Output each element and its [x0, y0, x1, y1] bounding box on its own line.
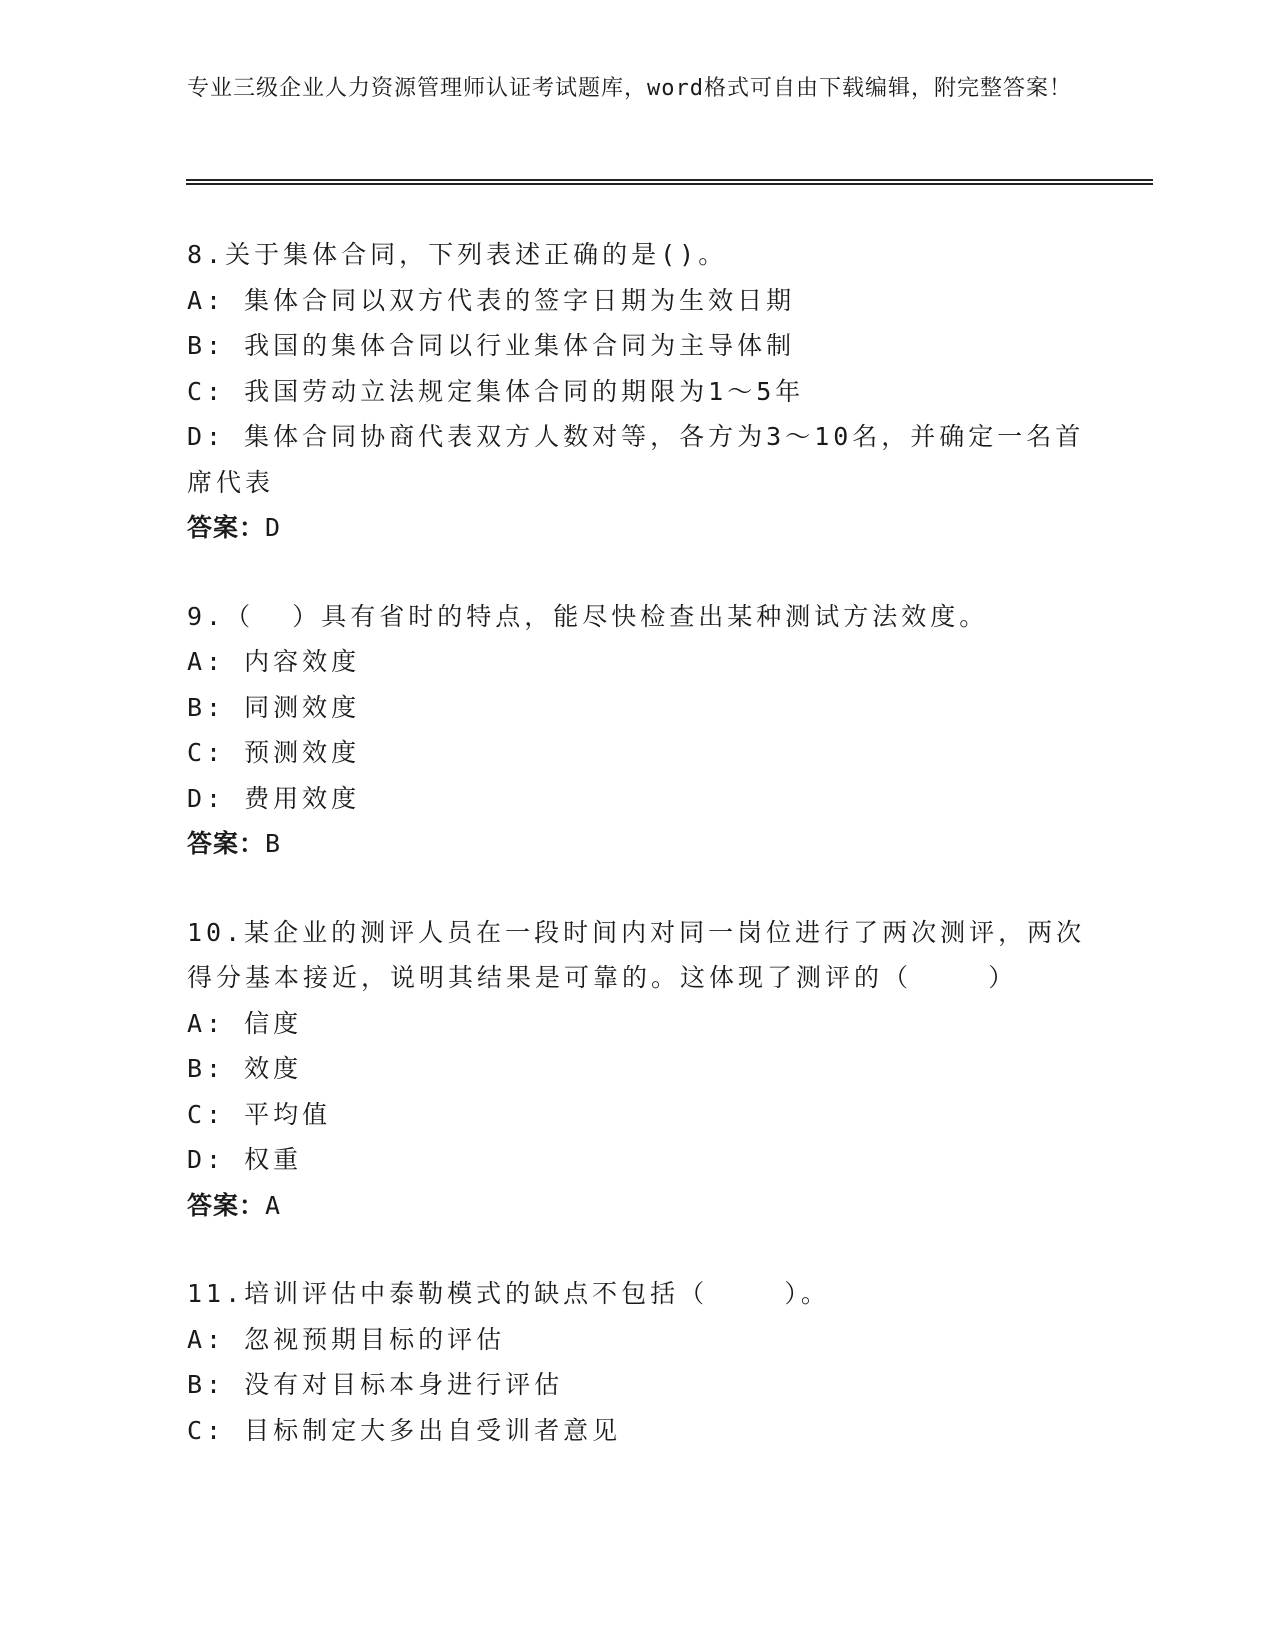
answer-value: A — [265, 1190, 282, 1220]
question-11 — [187, 1271, 1087, 1453]
answer — [187, 1183, 1087, 1229]
question-8 — [187, 232, 1087, 551]
question-stem: 8.关于集体合同，下列表述正确的是()。 — [187, 240, 728, 269]
question-stem: 9.（ ）具有省时的特点，能尽快检查出某种测试方法效度。 — [187, 601, 989, 631]
question-stem: 11.培训评估中泰勒模式的缺点不包括（ ）。 — [187, 1279, 830, 1308]
option-b: B: 效度 — [187, 1054, 303, 1083]
option-d: D: 集体合同协商代表双方人数对等，各方为3～10名，并确定一名首席代表 — [187, 422, 1085, 497]
answer — [187, 821, 1087, 867]
option-a: A: 集体合同以双方代表的签字日期为生效日期 — [187, 285, 796, 315]
answer-value: B — [265, 829, 282, 858]
question-list — [187, 232, 1087, 1496]
header-rule-top — [186, 179, 1153, 181]
answer — [187, 505, 1087, 551]
answer-label: 答案： — [187, 829, 266, 858]
option-a: A: 信度 — [187, 1008, 303, 1038]
document-header: 专业三级企业人力资源管理师认证考试题库，word格式可自由下载编辑，附完整答案！ — [187, 76, 1072, 101]
option-b: B: 没有对目标本身进行评估 — [187, 1370, 564, 1399]
option-d: D: 费用效度 — [187, 783, 361, 813]
answer-label: 答案： — [187, 1190, 266, 1220]
option-c: C: 平均值 — [187, 1099, 332, 1129]
option-b: B: 同测效度 — [187, 692, 361, 722]
option-a: A: 内容效度 — [187, 647, 361, 676]
answer-value: D — [265, 513, 282, 542]
question-10 — [187, 910, 1087, 1229]
option-c: C: 预测效度 — [187, 738, 361, 767]
option-d: D: 权重 — [187, 1145, 303, 1174]
option-b: B: 我国的集体合同以行业集体合同为主导体制 — [187, 331, 796, 360]
option-a: A: 忽视预期目标的评估 — [187, 1324, 506, 1354]
option-c: C: 目标制定大多出自受训者意见 — [187, 1415, 622, 1445]
option-c: C: 我国劳动立法规定集体合同的期限为1～5年 — [187, 376, 805, 406]
header-rule-bottom — [186, 183, 1153, 185]
question-9 — [187, 594, 1087, 867]
question-stem: 10.某企业的测评人员在一段时间内对同一岗位进行了两次测评，两次得分基本接近，说明其结果是可靠的。这体现了测评的（ ） — [187, 917, 1086, 992]
answer-label: 答案： — [187, 513, 266, 542]
